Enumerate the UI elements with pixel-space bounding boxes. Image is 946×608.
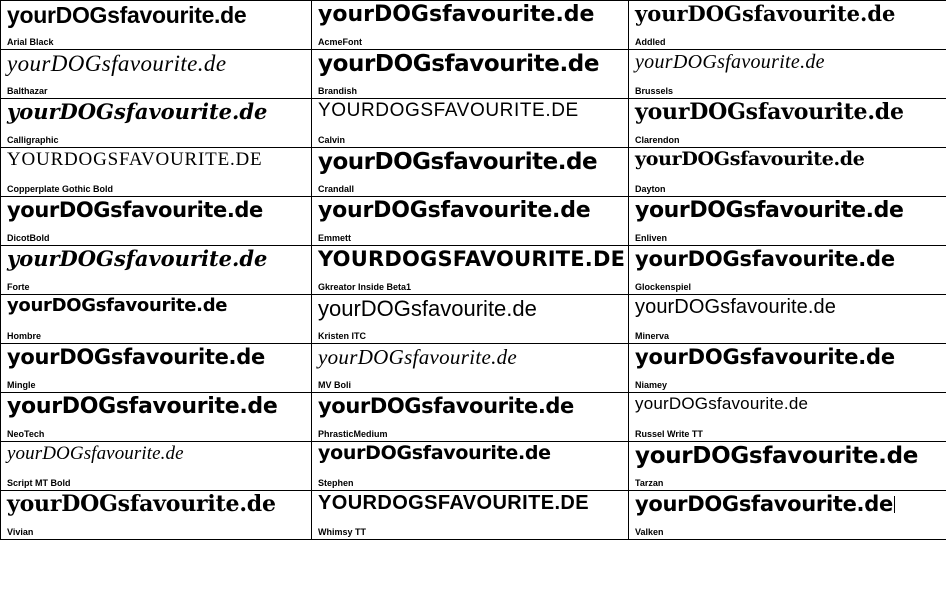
font-sample-text: yourDOGsfavourite.de: [7, 295, 228, 316]
font-name-label: Dayton: [635, 184, 666, 194]
font-name-label: Copperplate Gothic Bold: [7, 184, 114, 194]
font-sample-cell[interactable]: [1, 344, 312, 393]
font-sample-text: yourDOGsfavourite.de: [635, 148, 865, 170]
font-sample-cell[interactable]: [1, 99, 312, 148]
font-sample-text: yourDOGsfavourite.de: [318, 345, 518, 369]
font-sample-cell[interactable]: [629, 442, 946, 491]
font-sample-text: yourDOGsfavourite.de: [318, 51, 600, 77]
text-cursor: [894, 496, 895, 513]
font-name-label: Clarendon: [635, 135, 680, 145]
font-sample-cell[interactable]: [312, 344, 629, 393]
font-name-label: Arial Black: [7, 37, 54, 47]
font-name-label: Brandish: [318, 86, 358, 96]
font-name-label: Mingle: [7, 380, 36, 390]
font-sample-text: yourDOGsfavourite.de: [7, 491, 276, 517]
font-name-label: Forte: [7, 282, 30, 292]
font-sample-text: yourDOGsfavourite.de: [635, 198, 904, 223]
font-name-label: Hombre: [7, 331, 42, 341]
font-sample-cell[interactable]: [312, 50, 629, 99]
font-sample-cell[interactable]: [629, 148, 946, 197]
font-sample-text: YOURDOGSFAVOURITE.DE: [318, 247, 626, 271]
font-sample-text: yourDOGsfavourite.de: [635, 99, 904, 125]
font-sample-cell[interactable]: [312, 246, 629, 295]
font-name-label: AcmeFont: [318, 37, 363, 47]
font-name-label: Addled: [635, 37, 666, 47]
font-name-label: Gkreator Inside Beta1: [318, 282, 412, 292]
font-sample-cell[interactable]: [629, 393, 946, 442]
font-name-label: Enliven: [635, 233, 668, 243]
font-sample-cell[interactable]: [312, 295, 629, 344]
font-sample-text: yourDOGsfavourite.de: [635, 247, 895, 271]
font-sample-text: yourDOGsfavourite.de: [318, 442, 551, 464]
font-sample-cell[interactable]: [629, 197, 946, 246]
font-name-label: Crandall: [318, 184, 355, 194]
font-name-label: Calvin: [318, 135, 346, 145]
font-name-label: Calligraphic: [7, 135, 59, 145]
font-sample-cell[interactable]: [312, 1, 629, 50]
font-name-label: Stephen: [318, 478, 354, 488]
font-name-label: Niamey: [635, 380, 668, 390]
font-sample-text: yourDOGsfavourite.de: [318, 296, 537, 321]
font-sample-cell[interactable]: [1, 295, 312, 344]
font-sample-text: yourDOGsfavourite.de: [7, 443, 184, 464]
font-sample-text: yourDOGsfavourite.de: [7, 394, 278, 419]
font-name-label: Vivian: [7, 527, 34, 537]
font-sample-text: YOURDOGSFAVOURITE.DE: [318, 100, 579, 121]
font-sample-cell[interactable]: [312, 491, 629, 540]
font-name-label: DicotBold: [7, 233, 50, 243]
font-sample-cell[interactable]: [1, 50, 312, 99]
font-sample-cell[interactable]: [629, 99, 946, 148]
font-sample-cell[interactable]: [312, 442, 629, 491]
font-sample-cell[interactable]: [629, 246, 946, 295]
font-name-label: Valken: [635, 527, 664, 537]
font-name-label: Script MT Bold: [7, 478, 71, 488]
font-sample-cell[interactable]: [312, 197, 629, 246]
font-sample-cell[interactable]: [1, 246, 312, 295]
font-sample-text: yourDOGsfavourite.de: [318, 2, 595, 27]
font-name-label: Minerva: [635, 331, 670, 341]
font-sample-text: yourDOGsfavourite.de: [635, 1, 896, 26]
font-name-label: Russel Write TT: [635, 429, 703, 439]
font-sample-text: yourDOGsfavourite.de: [7, 99, 268, 124]
font-sample-cell[interactable]: [1, 491, 312, 540]
font-sample-text: yourDOGsfavourite.de: [635, 492, 893, 516]
font-sample-text: yourDOGsfavourite.de: [7, 198, 263, 222]
font-sample-cell[interactable]: [312, 99, 629, 148]
font-name-label: Tarzan: [635, 478, 664, 488]
font-sample-text: yourDOGsfavourite.de: [635, 296, 836, 318]
font-sample-text: YOURDOGSFAVOURITE.DE: [7, 149, 263, 170]
font-sample-cell[interactable]: [1, 442, 312, 491]
font-sample-text: yourDOGsfavourite.de: [318, 394, 574, 418]
font-sample-cell[interactable]: [312, 148, 629, 197]
font-name-label: PhrasticMedium: [318, 429, 388, 439]
font-name-label: Brussels: [635, 86, 674, 96]
font-sample-cell[interactable]: [629, 50, 946, 99]
font-sample-text: yourDOGsfavourite.de: [7, 51, 227, 76]
font-sample-cell[interactable]: [629, 344, 946, 393]
font-sample-text: yourDOGsfavourite.de: [7, 2, 247, 28]
font-sample-cell[interactable]: [629, 295, 946, 344]
font-sample-text: yourDOGsfavourite.de: [318, 198, 591, 223]
font-sample-text: yourDOGsfavourite.de: [318, 149, 598, 175]
font-sample-cell[interactable]: [1, 393, 312, 442]
font-sample-cell[interactable]: [312, 393, 629, 442]
font-name-label: Kristen ITC: [318, 331, 367, 341]
font-name-label: MV Boli: [318, 380, 351, 390]
font-sample-text: yourDOGsfavourite.de: [635, 443, 919, 469]
font-sample-cell[interactable]: [1, 197, 312, 246]
font-name-label: Whimsy TT: [318, 527, 367, 537]
font-sample-text: yourDOGsfavourite.de: [635, 394, 809, 413]
font-sample-cell[interactable]: [1, 1, 312, 50]
font-sample-cell[interactable]: [629, 1, 946, 50]
font-name-label: Emmett: [318, 233, 352, 243]
font-name-label: Balthazar: [7, 86, 48, 96]
font-sample-text: yourDOGsfavourite.de: [7, 345, 265, 369]
font-sample-text: yourDOGsfavourite.de: [635, 345, 895, 369]
font-sample-cell[interactable]: [1, 148, 312, 197]
font-sample-text: yourDOGsfavourite.de: [635, 51, 825, 73]
font-name-label: NeoTech: [7, 429, 45, 439]
font-sample-text: yourDOGsfavourite.de: [7, 246, 268, 271]
font-sample-cell[interactable]: [629, 491, 946, 540]
font-sample-text: YOURDOGSFAVOURITE.DE: [318, 492, 589, 514]
font-name-label: Glockenspiel: [635, 282, 692, 292]
